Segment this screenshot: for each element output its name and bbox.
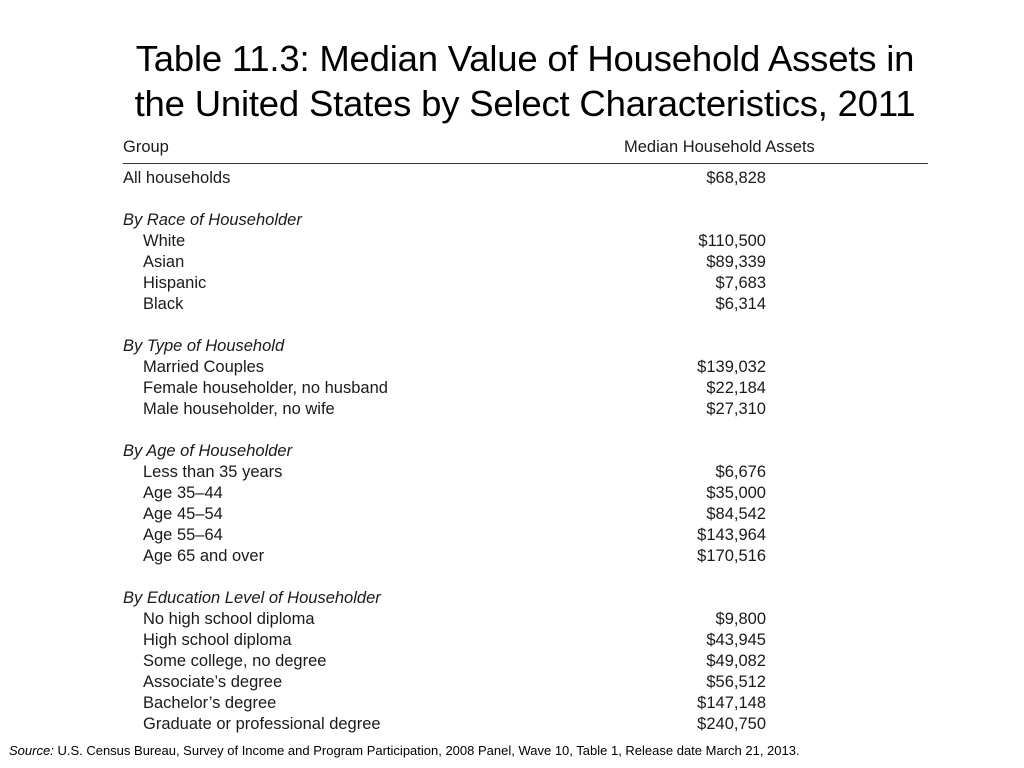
- table-row: [123, 231, 928, 252]
- row-label: Male householder, no wife: [143, 400, 335, 418]
- table-header: [123, 137, 928, 164]
- spacer-row: [123, 567, 928, 588]
- table-row: [123, 378, 928, 399]
- row-label: White: [143, 232, 186, 250]
- table-row: [123, 546, 928, 567]
- source-text: U.S. Census Bureau, Survey of Income and Program Participation, 2008 Panel, Wave 10, Table 1, Release date March 21, 2013.: [57, 743, 800, 758]
- assets-table: [123, 137, 928, 733]
- row-value: $43,945: [706, 631, 766, 649]
- source-note: [9, 743, 800, 758]
- row-value: $35,000: [706, 484, 766, 502]
- row-label: Married Couples: [143, 358, 265, 376]
- section-header-row: [123, 441, 928, 462]
- row-value: $22,184: [706, 379, 766, 397]
- spacer-row: [123, 315, 928, 336]
- row-value: $139,032: [697, 358, 766, 376]
- row-value: $147,148: [697, 694, 766, 712]
- row-value: $9,800: [715, 610, 766, 628]
- title-line-1: Table 11.3: Median Value of Household Assets in: [135, 38, 915, 79]
- table-row: [123, 168, 928, 189]
- section-label: By Age of Householder: [123, 442, 293, 460]
- row-value: $170,516: [697, 547, 766, 565]
- row-label: Age 65 and over: [143, 547, 265, 565]
- row-label: No high school diploma: [143, 610, 315, 628]
- row-label: Graduate or professional degree: [143, 715, 381, 733]
- row-label: High school diploma: [143, 631, 292, 649]
- table-row: [123, 252, 928, 273]
- spacer-row: [123, 420, 928, 441]
- row-label: Less than 35 years: [143, 463, 283, 481]
- row-value: $27,310: [706, 400, 766, 418]
- spacer-row: [123, 189, 928, 210]
- row-label: All households: [123, 169, 231, 187]
- section-header-row: [123, 210, 928, 231]
- row-value: $84,542: [706, 505, 766, 523]
- row-label: Associate’s degree: [143, 673, 283, 691]
- column-header-median-assets: Median Household Assets: [624, 138, 815, 156]
- row-label: Age 55–64: [143, 526, 223, 544]
- row-label: Female householder, no husband: [143, 379, 388, 397]
- table-body: [123, 168, 928, 735]
- table-row: [123, 609, 928, 630]
- table-row: [123, 714, 928, 735]
- table-row: [123, 273, 928, 294]
- row-label: Asian: [143, 253, 185, 271]
- table-row: [123, 357, 928, 378]
- row-value: $7,683: [715, 274, 766, 292]
- row-value: $6,314: [715, 295, 766, 313]
- table-row: [123, 672, 928, 693]
- table-row: [123, 462, 928, 483]
- row-label: Black: [143, 295, 184, 313]
- section-header-row: [123, 588, 928, 609]
- section-label: By Education Level of Householder: [123, 589, 381, 607]
- table-row: [123, 504, 928, 525]
- table-row: [123, 630, 928, 651]
- title-line-2: the United States by Select Characteristics, 2011: [134, 83, 916, 124]
- row-value: $240,750: [697, 715, 766, 733]
- row-value: $110,500: [698, 232, 766, 250]
- column-header-group: Group: [123, 138, 169, 156]
- section-label: By Race of Householder: [123, 211, 302, 229]
- row-value: $68,828: [706, 169, 766, 187]
- row-value: $6,676: [715, 463, 766, 481]
- table-row: [123, 651, 928, 672]
- source-label: Source:: [9, 743, 54, 758]
- row-label: Some college, no degree: [143, 652, 327, 670]
- slide-title: [30, 36, 1020, 126]
- table-row: [123, 525, 928, 546]
- row-value: $49,082: [706, 652, 766, 670]
- section-label: By Type of Household: [123, 337, 285, 355]
- table-row: [123, 483, 928, 504]
- row-label: Hispanic: [143, 274, 207, 292]
- row-label: Age 45–54: [143, 505, 223, 523]
- row-value: $89,339: [706, 253, 766, 271]
- row-label: Bachelor’s degree: [143, 694, 277, 712]
- row-value: $143,964: [697, 526, 766, 544]
- table-row: [123, 399, 928, 420]
- table-row: [123, 693, 928, 714]
- row-label: Age 35–44: [143, 484, 223, 502]
- table-row: [123, 294, 928, 315]
- section-header-row: [123, 336, 928, 357]
- row-value: $56,512: [706, 673, 766, 691]
